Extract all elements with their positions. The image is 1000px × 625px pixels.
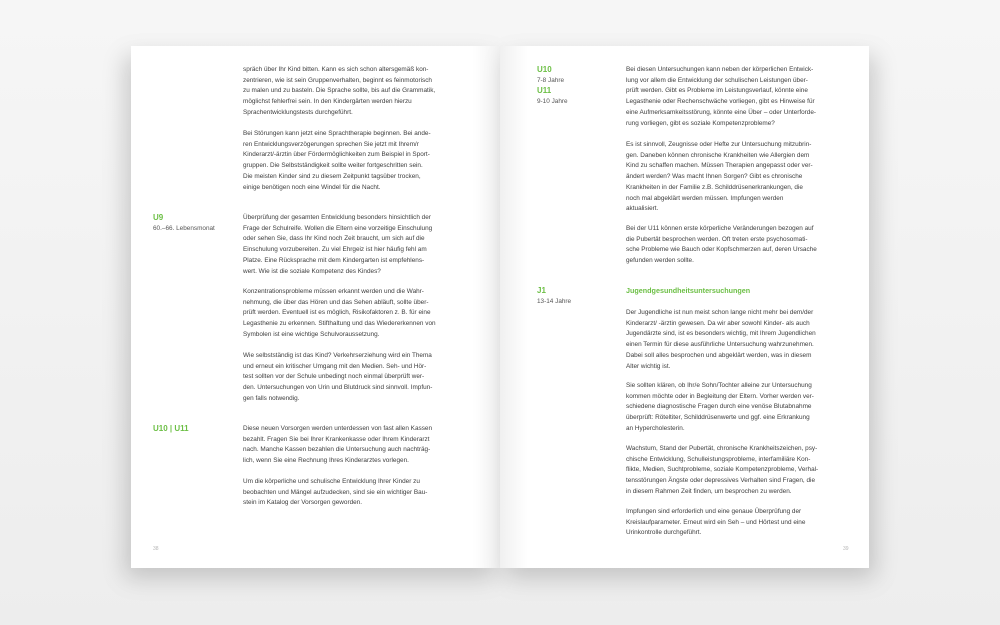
text-line: Bei Störungen kann jetzt eine Sprachtherapie beginnen. Bei ande-: [243, 130, 431, 137]
label-subtitle: 9-10 Jahre: [537, 97, 568, 105]
text-line: Alter wichtig ist.: [626, 362, 671, 370]
text-line: Überprüfung der gesamten Entwicklung besonders hinsichtlich der: [243, 214, 431, 221]
text-line: an Hypercholesterin.: [626, 424, 685, 432]
paragraph: [243, 477, 427, 509]
text-line: Legasthenie oder Rechenschwäche vorliegen, gibt es Hinweise für: [626, 98, 815, 106]
left-page: [131, 46, 500, 568]
text-line: sche Probleme wie Bauch oder Kopfschmerzen auf, deren Ursache: [626, 246, 817, 254]
text-line: Wie selbstständig ist das Kind? Verkehrserziehung wird ein Thema: [243, 352, 432, 359]
text-line: gen. Daneben können chronische Krankheiten wie Allergien dem: [626, 151, 810, 159]
text-line: oder sehen Sie, dass Ihr Kind noch Zeit braucht, um sich auf die: [243, 235, 425, 243]
text-line: Kinderarzt/ -ärztin gewesen. Da wir aber sowohl Kinder- als auch: [626, 319, 810, 327]
text-line: stein im Katalog der Vorsorgen geworden.: [243, 499, 363, 507]
label-u10: [537, 65, 564, 86]
text-line: Kreislaufparameter. Erneut wird ein Seh – und Hörtest und eine: [626, 518, 806, 526]
text-line: chische Entwicklung, Schulleistungsprobleme, interfamiliäre Kon-: [626, 455, 811, 463]
text-line: Bei diesen Untersuchungen kann neben der körperlichen Entwick-: [626, 66, 814, 73]
text-line: prüft werden. Gibt es Probleme im Leistungsverlauf, könnte eine: [626, 87, 808, 95]
paragraph: [626, 224, 817, 267]
text-line: Sie sollten klären, ob Ihr/e Sohn/Tochter alleine zur Untersuchung: [626, 382, 812, 389]
text-line: nehmung, die über das Hören und das Sehen abläuft, sollte über-: [243, 298, 429, 306]
text-line: zentrieren, wie ist sein Gruppenverhalten, beginnt es feinmotorisch: [243, 76, 432, 84]
label-subtitle: 13-14 Jahre: [537, 297, 572, 305]
text-line: flikte, Medien, Suchtprobleme, soziale Kompetenzprobleme, Verhal-: [626, 466, 819, 474]
text-line: gruppen. Die Selbstständigkeit sollte weiter fortgeschritten sein.: [243, 162, 423, 170]
text-line: Es ist sinnvoll, Zeugnisse oder Hefte zur Untersuchung mitzubrin-: [626, 141, 812, 148]
text-line: lung vor allem die Entwicklung der schulischen Leistungen über-: [626, 76, 808, 84]
label-j1: [537, 286, 571, 307]
text-line: noch mal abgeklärt werden müssen. Impfungen werden: [626, 194, 784, 202]
paragraph: [243, 213, 432, 277]
paragraph: [626, 140, 813, 215]
text-line: Jugendärzte sind, ist es besonders wichtig, mit Ihrem Jugendlichen: [626, 330, 816, 338]
text-line: Um die körperliche und schulische Entwicklung Ihrer Kinder zu: [243, 478, 420, 485]
text-line: ändert werden? Was macht Ihnen Sorgen? Gibt es chronische: [626, 173, 803, 181]
text-line: Urinkontrolle durchgeführt.: [626, 529, 702, 537]
page-number: 38: [153, 546, 159, 552]
text-line: Die meisten Kinder sind zu diesem Zeitpunkt tagsüber trocken,: [243, 172, 421, 180]
text-line: Diese neuen Vorsorgen werden unterdessen von fast allen Kassen: [243, 425, 433, 432]
paragraph: [626, 308, 816, 372]
text-line: Bei der U11 können erste körperliche Veränderungen bezogen auf: [626, 225, 814, 232]
label-u11: [537, 86, 568, 107]
label-title: J1: [537, 286, 546, 295]
text-line: prüft werden. Eventuell ist es möglich, Risikofaktoren z. B. für eine: [243, 309, 431, 317]
text-line: Frage der Schulreife. Wollen die Eltern eine vorzeitige Einschulung: [243, 224, 433, 232]
label-title: U9: [153, 213, 164, 222]
text-line: schiedene diagnostische Fragen durch eine venöse Blutabnahme: [626, 403, 812, 411]
right-page: [500, 46, 869, 568]
label-u10-u11: [153, 424, 189, 435]
text-line: überprüft: Röteltiter, Schilddrüsenwerte und ggf. eine Erkrankung: [626, 414, 810, 422]
text-line: einen Termin für diese ausführliche Untersuchung wahrzunehmen.: [626, 341, 814, 349]
text-line: tensstörungen Ängste oder depressives Verhalten sind Fragen, die: [626, 477, 815, 485]
paragraph: [243, 424, 432, 467]
paragraph: [243, 129, 431, 193]
paragraph: [626, 507, 805, 539]
text-line: lich, wenn Sie eine Rechnung Ihres Kinderarztes vorlegen.: [243, 457, 409, 465]
text-line: test sollten vor der Schule unbedingt noch einmal überprüft wer-: [243, 373, 425, 381]
page-number: 39: [843, 546, 849, 552]
text-line: Wachstum, Stand der Pubertät, chronische Krankheitszeichen, psy-: [626, 445, 818, 452]
text-line: Dabei soll alles besprochen und abgeklärt werden, was in diesem: [626, 351, 812, 359]
label-subtitle: 60.–66. Lebensmonat: [153, 224, 215, 232]
text-line: die Pubertät besprochen werden. Oft treten erste psychosomati-: [626, 235, 808, 243]
text-line: bezahlt. Fragen Sie bei Ihrer Krankenkasse oder Ihrem Kinderarzt: [243, 435, 430, 443]
paragraph: [626, 65, 816, 129]
label-subtitle: 7-8 Jahre: [537, 76, 564, 84]
text-line: rung vorliegen, gibt es soziale Kompetenzprobleme?: [626, 119, 775, 127]
text-line: möglichst fehlerfrei sein. In den Kindergärten werden hierzu: [243, 98, 412, 106]
text-line: Kind zu schaffen machen. Müssen Therapien angepasst oder ver-: [626, 162, 813, 170]
text-line: Legasthenie zu erkennen. Stifthaltung und das Wiedererkennen von: [243, 320, 436, 328]
text-line: Symbolen ist eine wichtige Schulvoraussetzung.: [243, 330, 380, 338]
text-line: zu malen und zu basteln. Die Sprache sollte, bis auf die Grammatik,: [243, 87, 436, 95]
text-line: Konzentrationsprobleme müssen erkannt werden und die Wahr-: [243, 288, 424, 295]
text-line: kommen möchte oder in Begleitung der Eltern. Vorher werden ver-: [626, 392, 814, 400]
text-line: den. Untersuchungen von Urin und Blutdruck sind sinnvoll. Impfun-: [243, 384, 433, 392]
text-line: gen falls notwendig.: [243, 394, 300, 402]
text-line: gefunden werden sollte.: [626, 257, 694, 265]
text-line: Kinderarzt/-ärztin über Fördermöglichkeiten zum Beispiel in Sport-: [243, 151, 430, 159]
text-line: Krankheiten in der Familie z.B. Schilddrüsenerkrankungen, die: [626, 183, 803, 191]
text-line: Der Jugendliche ist nun meist schon lange nicht mehr bei dem/der: [626, 309, 814, 316]
paragraph: [626, 381, 814, 435]
label-title: U10 | U11: [153, 424, 189, 433]
text-line: aktualisiert.: [626, 205, 659, 213]
paragraph: [626, 444, 818, 498]
paragraph: [243, 287, 436, 341]
text-line: wert. Wie ist die soziale Kompetenz des Kindes?: [243, 267, 381, 275]
text-line: beobachten und Mängel aufzudecken, sind sie ein wichtiger Bau-: [243, 488, 428, 496]
text-line: nach. Manche Kassen bezahlen die Untersuchung auch nachträg-: [243, 446, 431, 454]
text-line: Platze. Eine Rücksprache mit dem Kindergarten ist empfehlens-: [243, 256, 425, 264]
text-line: ren Entwicklungsverzögerungen sprechen Sie jetzt mit Ihrem/r: [243, 140, 419, 148]
section-heading: Jugendgesundheitsuntersuchungen: [626, 286, 751, 295]
text-line: in diesem Rahmen Zeit finden, um besprochen zu werden.: [626, 487, 792, 495]
text-line: spräch über Ihr Kind bitten. Kann es sich schon altersgemäß kon-: [243, 66, 429, 73]
label-title: U11: [537, 86, 552, 95]
text-line: Einschulung vorzubereiten. Zu viel Ehrgeiz ist hier häufig fehl am: [243, 246, 427, 254]
label-u9: [153, 213, 215, 234]
text-line: einige benötigen noch eine Windel für die Nacht.: [243, 183, 381, 191]
text-line: eine Aufmerksamkeitsstörung, könnte eine Über – oder Unterforde-: [626, 108, 817, 116]
text-line: Impfungen sind erforderlich und eine genaue Überprüfung der: [626, 508, 802, 515]
gutter-shadow-left: [472, 46, 500, 568]
text-line: Sprachentwicklungstests durchgeführt.: [243, 108, 353, 116]
label-title: U10: [537, 65, 552, 74]
gutter-shadow-right: [500, 46, 528, 568]
paragraph: [243, 65, 435, 119]
paragraph: [243, 351, 432, 405]
text-line: und erneut ein kritischer Umgang mit den Medien. Seh- und Hör-: [243, 362, 427, 370]
